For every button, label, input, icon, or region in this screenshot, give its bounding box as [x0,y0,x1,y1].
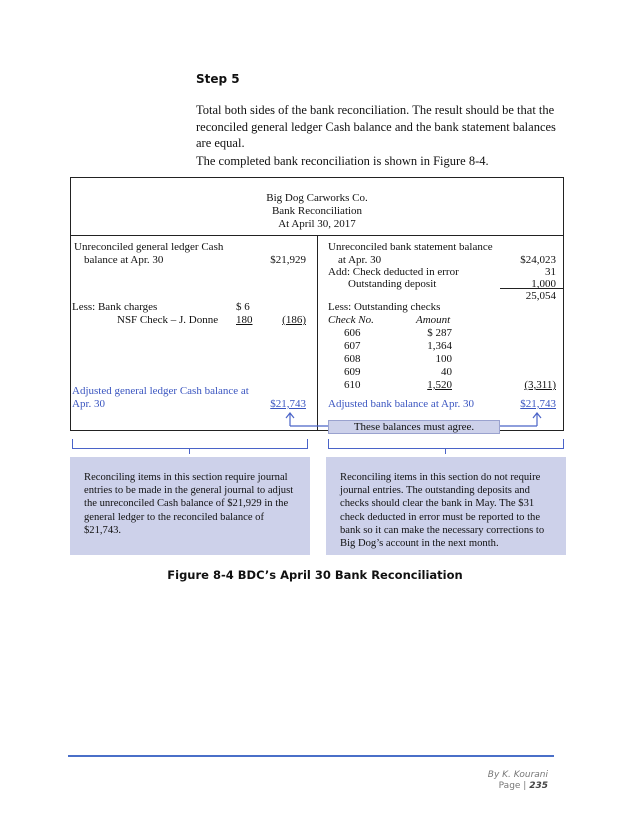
nsf-check-amount: 180 [236,314,253,326]
figure-reference-paragraph: The completed bank reconciliation is shown in Figure 8-4. [196,154,489,168]
subtotal-rule [500,288,564,289]
check-number: 606 [344,327,361,339]
add-check-error-label: Add: Check deducted in error [328,266,459,278]
company-name: Big Dog Carworks Co. [266,192,368,204]
check-number: 610 [344,379,361,391]
left-brace-tip [189,449,190,454]
gl-adjusted-amount: $21,743 [270,398,306,410]
footer-author: By K. Kourani [487,770,548,780]
outstanding-checks-total: (3,311) [524,379,556,391]
figure-caption: Figure 8-4 BDC’s April 30 Bank Reconciliation [167,568,463,582]
left-brace [72,439,308,449]
bank-subtotal: 25,054 [525,290,556,302]
step-heading: Step 5 [196,72,240,86]
bank-charges-amount: $ 6 [236,301,250,313]
gl-unreconciled-label-2: balance at Apr. 30 [84,254,164,266]
gl-less-total: (186) [282,314,306,326]
balances-must-agree-text: These balances must agree. [353,421,475,433]
left-note: Reconciling items in this section require journal entries to be made in the general journal to adjust the unreconciled Cash balance of $21,929 in the general ledger to the reconciled balance of $21,743. [70,457,310,555]
gl-adjusted-label: Adjusted general ledger Cash balance at [72,385,249,397]
page-number: 235 [529,781,548,791]
bank-adjusted-label: Adjusted bank balance at Apr. 30 [328,398,475,410]
nsf-check-label: NSF Check – J. Donne [117,314,219,326]
gl-unreconciled-label: Unreconciled general ledger Cash [74,241,224,253]
outstanding-checks-label: Less: Outstanding checks [328,301,441,313]
check-amount: 40 [441,366,452,378]
footer-page [499,781,548,791]
check-amount: 1,364 [427,340,452,352]
right-arrow [500,413,541,426]
outstanding-deposit-amount: 1,000 [531,278,556,290]
gl-less-label: Less: Bank charges [72,301,158,313]
balances-must-agree-note [328,420,500,434]
add-check-error-amount: 31 [545,266,556,278]
right-brace [328,439,564,449]
check-amount: 1,520 [427,379,452,391]
check-number: 608 [344,353,361,365]
page-label: Page | [498,781,530,791]
intro-paragraph: Total both sides of the bank reconciliation. The result should be that the reconciled general ledger Cash balance and the bank statement balances are equal. [196,103,556,150]
bank-unreconciled-label-2: at Apr. 30 [338,254,382,266]
bank-unreconciled-label: Unreconciled bank statement balance [328,241,493,253]
left-arrow [286,413,328,426]
amount-column-header: Amount [416,314,451,326]
check-number: 609 [344,366,361,378]
gl-adjusted-label-2: Apr. 30 [72,398,105,410]
outstanding-deposit-label: Outstanding deposit [348,278,437,290]
gl-unreconciled-amount: $21,929 [270,254,306,266]
check-no-column-header: Check No. [328,314,374,326]
footer-rule [68,755,554,757]
statement-date: At April 30, 2017 [278,218,356,230]
bank-unreconciled-amount: $24,023 [520,254,556,266]
right-brace-tip [445,449,446,454]
statement-title: Bank Reconciliation [271,205,363,217]
check-amount: $ 287 [427,327,452,339]
column-divider [317,235,318,431]
check-number: 607 [344,340,361,352]
check-amount: 100 [435,353,452,365]
right-note: Reconciling items in this section do not require journal entries. The outstanding deposits and checks should clear the bank in May. The $31 check deducted in error must be reported to the bank so it can make the necessary corrections to Big Dog’s account in the next month. [326,457,566,555]
bank-adjusted-amount: $21,743 [520,398,556,410]
